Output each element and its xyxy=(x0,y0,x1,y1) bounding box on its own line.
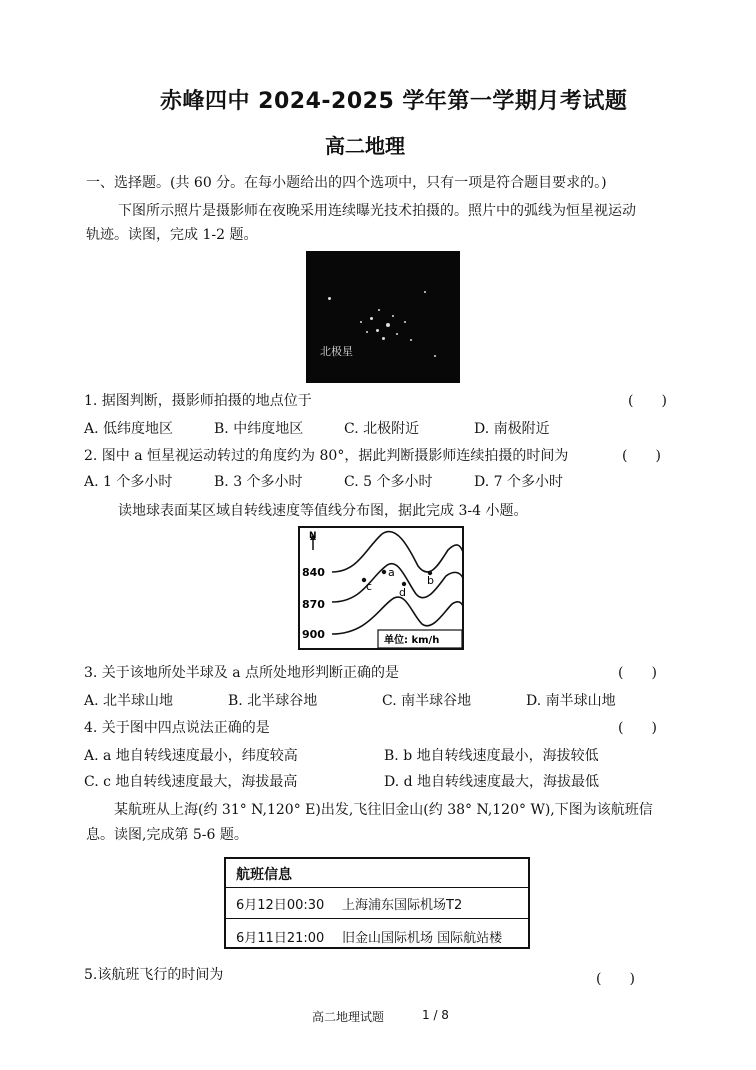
question-3-blank: ( ) xyxy=(618,665,657,681)
question-4-option-d: D. d 地自转线速度最大，海拔最低 xyxy=(384,774,600,790)
question-3-option-a: A. 北半球山地 xyxy=(84,693,174,709)
question-2-option-c: C. 5 个多小时 xyxy=(344,474,433,490)
star xyxy=(396,333,398,335)
intro-3-line-2: 息。读图,完成第 5-6 题。 xyxy=(86,827,248,843)
star xyxy=(410,339,412,341)
question-3-option-d: D. 南半球山地 xyxy=(526,693,616,709)
star xyxy=(370,317,373,320)
question-1-option-d: D. 南极附近 xyxy=(474,421,550,437)
intro-3-line-1: 某航班从上海(约 31° N,120° E)出发,飞往旧金山(约 38° N,120° W),下图为该航班信 xyxy=(114,802,653,818)
contour-label-870: 870 xyxy=(302,598,325,611)
star xyxy=(376,329,379,332)
footer-text: 高二地理试题 xyxy=(312,1010,385,1024)
question-1-option-b: B. 中纬度地区 xyxy=(214,421,304,437)
flight-info-title: 航班信息 xyxy=(236,867,292,883)
page-number: 1 / 8 xyxy=(422,1008,449,1022)
star xyxy=(392,315,394,317)
arrival-place: 旧金山国际机场 国际航站楼 xyxy=(342,931,503,946)
flight-row-departure xyxy=(226,887,528,919)
question-4-option-b: B. b 地自转线速度最小，海拔较低 xyxy=(384,748,599,764)
question-1-option-c: C. 北极附近 xyxy=(344,421,420,437)
question-2-option-b: B. 3 个多小时 xyxy=(214,474,303,490)
question-5-blank: ( ) xyxy=(596,971,635,987)
intro-2-line-1: 读地球表面某区域自转线速度等值线分布图，据此完成 3-4 小题。 xyxy=(118,503,528,519)
contour-label-840: 840 xyxy=(302,566,325,579)
question-2-blank: ( ) xyxy=(622,448,661,464)
north-label: N xyxy=(309,531,317,541)
section-instruction: 一、选择题。(共 60 分。在每小题给出的四个选项中，只有一项是符合题目要求的。) xyxy=(86,175,607,191)
question-4-stem: 4. 关于图中四点说法正确的是 xyxy=(84,720,270,736)
question-5-stem: 5.该航班飞行的时间为 xyxy=(84,967,224,983)
flight-info-header xyxy=(226,859,528,888)
question-4-option-a: A. a 地自转线速度最小，纬度较高 xyxy=(84,748,298,764)
subject-title: 高二地理 xyxy=(325,134,405,158)
flight-info-table xyxy=(224,857,530,949)
star xyxy=(424,291,426,293)
star xyxy=(434,355,436,357)
star xyxy=(382,337,385,340)
question-2-option-d: D. 7 个多小时 xyxy=(474,474,563,490)
star xyxy=(404,321,406,323)
unit-label: 单位: km/h xyxy=(384,635,440,646)
question-1-blank: ( ) xyxy=(628,393,667,409)
question-2-option-a: A. 1 个多小时 xyxy=(84,474,173,490)
rotation-speed-contour-map xyxy=(298,526,464,650)
departure-time: 6月12日00:30 xyxy=(236,898,325,913)
point-d-label: d xyxy=(399,586,406,599)
question-3-option-b: B. 北半球谷地 xyxy=(228,693,318,709)
photo-label: 北极星 xyxy=(320,345,353,358)
question-1-option-a: A. 低纬度地区 xyxy=(84,421,174,437)
star xyxy=(328,297,331,300)
question-2-stem: 2. 图中 a 恒星视运动转过的角度约为 80°，据此判断摄影师连续拍摄的时间为 xyxy=(84,448,569,464)
arrival-time: 6月11日21:00 xyxy=(236,931,325,946)
intro-1-line-2: 轨迹。读图，完成 1-2 题。 xyxy=(86,227,258,243)
question-3-stem: 3. 关于该地所处半球及 a 点所处地形判断正确的是 xyxy=(84,665,400,681)
departure-place: 上海浦东国际机场T2 xyxy=(342,898,463,913)
contour-label-900: 900 xyxy=(302,628,325,641)
point-a-marker xyxy=(382,570,386,574)
question-4-option-c: C. c 地自转线速度最大，海拔最高 xyxy=(84,774,298,790)
point-b-label: b xyxy=(427,574,434,587)
question-1-stem: 1. 据图判断，摄影师拍摄的地点位于 xyxy=(84,393,312,409)
star xyxy=(386,323,390,327)
star-trail-photo xyxy=(306,251,460,383)
point-c-label: c xyxy=(366,580,373,593)
star xyxy=(360,321,362,323)
exam-title: 赤峰四中 2024-2025 学年第一学期月考试题 xyxy=(160,89,628,114)
star xyxy=(366,331,368,333)
point-a-label: a xyxy=(388,566,395,579)
intro-1-line-1: 下图所示照片是摄影师在夜晚采用连续曝光技术拍摄的。照片中的弧线为恒星视运动 xyxy=(118,203,636,219)
star xyxy=(378,309,380,311)
question-4-blank: ( ) xyxy=(618,720,657,736)
question-3-option-c: C. 南半球谷地 xyxy=(382,693,472,709)
